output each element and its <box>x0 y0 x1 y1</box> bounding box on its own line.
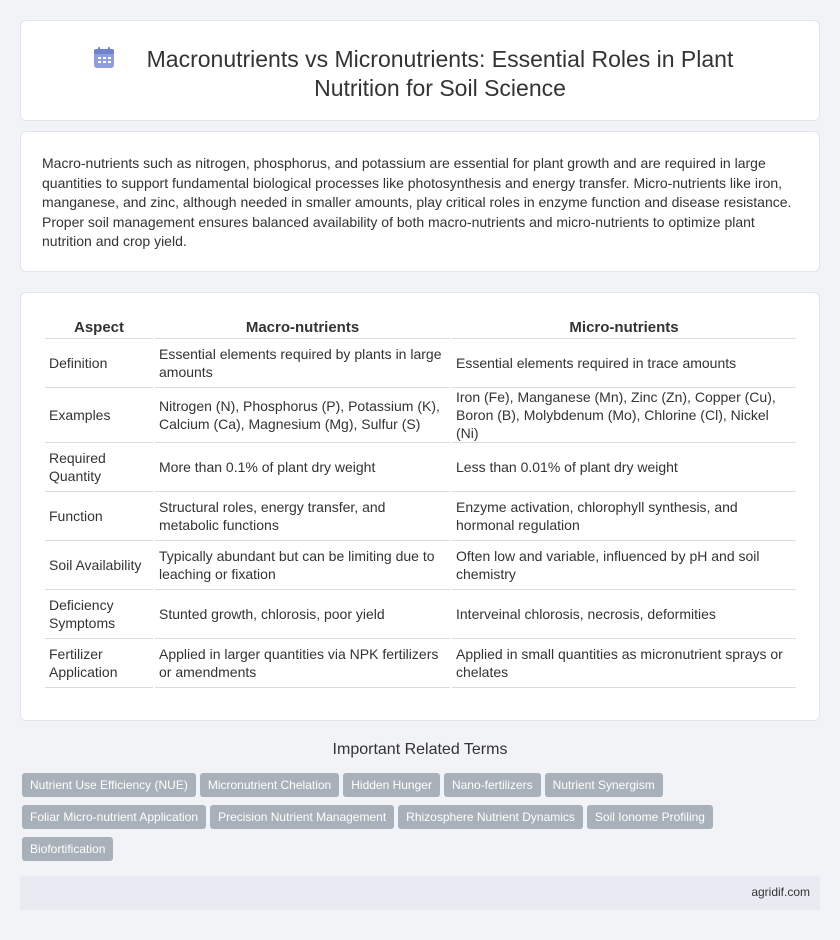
header-aspect: Aspect <box>45 313 153 339</box>
cell-aspect: Deficiency Symptoms <box>45 590 153 639</box>
intro-card <box>20 131 820 272</box>
footer <box>20 876 820 910</box>
table-row <box>45 590 796 639</box>
related-term-tag[interactable]: Rhizosphere Nutrient Dynamics <box>398 805 583 829</box>
cell-micro: Interveinal chlorosis, necrosis, deformities <box>452 590 796 639</box>
table-header-row <box>45 313 796 339</box>
cell-macro: Structural roles, energy transfer, and metabolic functions <box>155 492 450 541</box>
cell-aspect: Definition <box>45 339 153 388</box>
footer-site-link[interactable]: agridif.com <box>751 885 810 899</box>
cell-aspect: Examples <box>45 388 153 443</box>
table-row <box>45 492 796 541</box>
cell-macro: Applied in larger quantities via NPK fertilizers or amendments <box>155 639 450 688</box>
cell-micro: Often low and variable, influenced by pH and soil chemistry <box>452 541 796 590</box>
related-term-tag[interactable]: Nano-fertilizers <box>444 773 541 797</box>
table-row <box>45 443 796 492</box>
comparison-table <box>43 313 798 688</box>
cell-macro: Essential elements required by plants in large amounts <box>155 339 450 388</box>
cell-micro: Less than 0.01% of plant dry weight <box>452 443 796 492</box>
intro-paragraph: Macro-nutrients such as nitrogen, phosphorus, and potassium are essential for plant growth and are required in large quantities to support fundamental biological processes like photosynthesis and energy transfer. Micro-nutrients like iron, manganese, and zinc, although needed in smaller amounts, play critical roles in enzyme function and disease resistance. Proper soil management ensures balanced availability of both macro-nutrients and micro-nutrients to optimize plant nutrition and crop yield. <box>42 155 792 249</box>
cell-aspect: Function <box>45 492 153 541</box>
table-row <box>45 388 796 443</box>
page-title: Macronutrients vs Micronutrients: Essential Roles in Plant Nutrition for Soil Science <box>146 46 734 101</box>
cell-macro: Stunted growth, chlorosis, poor yield <box>155 590 450 639</box>
related-terms-list <box>22 773 812 869</box>
cell-macro: More than 0.1% of plant dry weight <box>155 443 450 492</box>
cell-macro: Nitrogen (N), Phosphorus (P), Potassium (K), Calcium (Ca), Magnesium (Mg), Sulfur (S) <box>155 388 450 443</box>
related-term-tag[interactable]: Hidden Hunger <box>343 773 440 797</box>
cell-micro: Iron (Fe), Manganese (Mn), Zinc (Zn), Copper (Cu), Boron (B), Molybdenum (Mo), Chlorine (Cl), Nickel (Ni) <box>452 388 796 443</box>
header-micro: Micro-nutrients <box>452 313 796 339</box>
cell-micro: Enzyme activation, chlorophyll synthesis, and hormonal regulation <box>452 492 796 541</box>
related-term-tag[interactable]: Nutrient Synergism <box>545 773 663 797</box>
cell-aspect: Required Quantity <box>45 443 153 492</box>
cell-micro: Essential elements required in trace amounts <box>452 339 796 388</box>
table-row <box>45 639 796 688</box>
cell-aspect: Fertilizer Application <box>45 639 153 688</box>
related-term-tag[interactable]: Micronutrient Chelation <box>200 773 339 797</box>
related-terms-title: Important Related Terms <box>332 741 508 758</box>
table-row <box>45 339 796 388</box>
table-row <box>45 541 796 590</box>
related-term-tag[interactable]: Foliar Micro-nutrient Application <box>22 805 206 829</box>
related-term-tag[interactable]: Soil Ionome Profiling <box>587 805 713 829</box>
title-card <box>20 20 820 121</box>
related-term-tag[interactable]: Biofortification <box>22 837 113 861</box>
related-term-tag[interactable]: Precision Nutrient Management <box>210 805 394 829</box>
cell-macro: Typically abundant but can be limiting due to leaching or fixation <box>155 541 450 590</box>
cell-aspect: Soil Availability <box>45 541 153 590</box>
comparison-card <box>20 292 820 721</box>
cell-micro: Applied in small quantities as micronutrient sprays or chelates <box>452 639 796 688</box>
header-macro: Macro-nutrients <box>155 313 450 339</box>
related-term-tag[interactable]: Nutrient Use Efficiency (NUE) <box>22 773 196 797</box>
